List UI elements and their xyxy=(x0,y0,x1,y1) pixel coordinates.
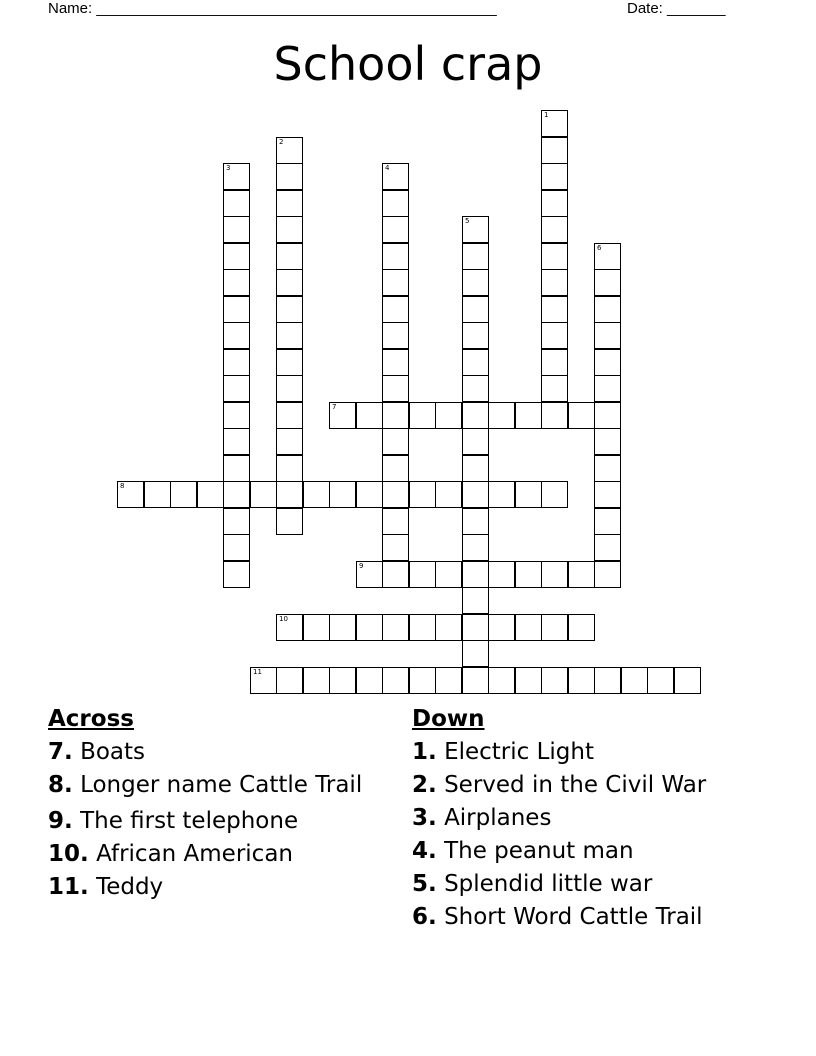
grid-cell[interactable] xyxy=(462,322,489,349)
grid-cell[interactable] xyxy=(462,667,489,694)
grid-cell[interactable] xyxy=(276,455,303,482)
grid-cell[interactable] xyxy=(144,481,171,508)
grid-cell[interactable] xyxy=(382,216,409,243)
grid-cell[interactable] xyxy=(409,614,436,641)
grid-cell[interactable] xyxy=(462,614,489,641)
grid-cell[interactable] xyxy=(541,614,568,641)
clue-number: 5. xyxy=(412,871,437,897)
grid-cell[interactable] xyxy=(435,402,462,429)
grid-cell[interactable] xyxy=(356,481,383,508)
cell-number: 6 xyxy=(597,244,602,252)
down-clues xyxy=(412,703,792,934)
grid-cell[interactable] xyxy=(462,296,489,323)
grid-cell[interactable] xyxy=(568,614,595,641)
grid-cell[interactable] xyxy=(594,375,621,402)
grid-cell[interactable] xyxy=(594,322,621,349)
grid-cell[interactable] xyxy=(276,349,303,376)
grid-cell[interactable] xyxy=(594,481,621,508)
grid-cell[interactable] xyxy=(462,561,489,588)
grid-cell[interactable] xyxy=(223,269,250,296)
grid-cell[interactable] xyxy=(594,455,621,482)
clue-number: 8. xyxy=(48,772,73,798)
clue-text: The first telephone xyxy=(80,808,299,834)
grid-cell[interactable] xyxy=(594,243,621,270)
grid-cell[interactable] xyxy=(541,402,568,429)
clue-text: African American xyxy=(96,841,293,867)
grid-cell[interactable] xyxy=(488,614,515,641)
clue-text: Teddy xyxy=(96,874,164,900)
grid-cell[interactable] xyxy=(382,190,409,217)
clue-down-6 xyxy=(412,901,792,934)
grid-cell[interactable] xyxy=(382,455,409,482)
clue-down-4 xyxy=(412,835,792,868)
grid-cell[interactable] xyxy=(382,481,409,508)
grid-cell[interactable] xyxy=(329,614,356,641)
grid-cell[interactable] xyxy=(515,667,542,694)
grid-cell[interactable] xyxy=(462,269,489,296)
clue-number: 2. xyxy=(412,772,437,798)
grid-cell[interactable] xyxy=(276,428,303,455)
grid-cell[interactable] xyxy=(382,667,409,694)
grid-cell[interactable] xyxy=(382,402,409,429)
grid-cell[interactable] xyxy=(515,402,542,429)
grid-cell[interactable] xyxy=(276,667,303,694)
cell-number: 10 xyxy=(279,615,288,623)
grid-cell[interactable] xyxy=(276,296,303,323)
grid-cell[interactable] xyxy=(462,375,489,402)
clue-text: Short Word Cattle Trail xyxy=(444,904,703,930)
cell-number: 9 xyxy=(359,562,364,570)
grid-cell[interactable] xyxy=(276,243,303,270)
puzzle-title: School crap xyxy=(273,37,543,91)
grid-cell[interactable] xyxy=(541,137,568,164)
grid-cell[interactable] xyxy=(276,163,303,190)
grid-cell[interactable] xyxy=(223,508,250,535)
clue-text: Splendid little war xyxy=(444,871,653,897)
across-heading: Across xyxy=(48,706,134,732)
grid-cell[interactable] xyxy=(223,243,250,270)
grid-cell[interactable] xyxy=(409,402,436,429)
clue-across-8 xyxy=(48,772,368,798)
cell-number: 4 xyxy=(385,164,390,172)
clue-text: Served in the Civil War xyxy=(444,772,707,798)
clue-down-3 xyxy=(412,802,792,835)
grid-cell[interactable] xyxy=(462,428,489,455)
grid-cell[interactable] xyxy=(276,508,303,535)
grid-cell[interactable] xyxy=(541,322,568,349)
clue-across-9 xyxy=(48,805,368,838)
grid-cell[interactable] xyxy=(515,481,542,508)
grid-cell[interactable] xyxy=(568,402,595,429)
clue-number: 3. xyxy=(412,805,437,831)
grid-cell[interactable] xyxy=(382,322,409,349)
clue-across-11 xyxy=(48,871,368,904)
grid-cell[interactable] xyxy=(541,269,568,296)
grid-cell[interactable] xyxy=(223,402,250,429)
grid-cell[interactable] xyxy=(488,402,515,429)
grid-cell[interactable] xyxy=(541,349,568,376)
grid-cell[interactable] xyxy=(594,561,621,588)
grid-cell[interactable] xyxy=(409,481,436,508)
grid-cell[interactable] xyxy=(594,508,621,535)
grid-cell[interactable] xyxy=(276,481,303,508)
grid-cell[interactable] xyxy=(621,667,648,694)
grid-cell[interactable] xyxy=(594,402,621,429)
clue-number: 11. xyxy=(48,874,89,900)
clue-number: 1. xyxy=(412,739,437,765)
cell-number: 7 xyxy=(332,403,337,411)
grid-cell[interactable] xyxy=(594,667,621,694)
grid-cell[interactable] xyxy=(276,402,303,429)
grid-cell[interactable] xyxy=(462,243,489,270)
grid-cell[interactable] xyxy=(223,349,250,376)
grid-cell[interactable] xyxy=(541,667,568,694)
clue-text: Electric Light xyxy=(444,739,595,765)
grid-cell[interactable] xyxy=(541,163,568,190)
grid-cell[interactable] xyxy=(250,667,277,694)
grid-cell[interactable] xyxy=(435,614,462,641)
grid-cell[interactable] xyxy=(594,269,621,296)
grid-cell[interactable] xyxy=(356,402,383,429)
clue-number: 7. xyxy=(48,739,73,765)
grid-cell[interactable] xyxy=(276,614,303,641)
grid-cell[interactable] xyxy=(488,667,515,694)
grid-cell[interactable] xyxy=(488,481,515,508)
grid-cell[interactable] xyxy=(541,375,568,402)
grid-cell[interactable] xyxy=(382,508,409,535)
grid-cell[interactable] xyxy=(382,614,409,641)
grid-cell[interactable] xyxy=(594,534,621,561)
clue-text: Boats xyxy=(80,739,146,765)
name-field[interactable]: Name: ________________________________________________ xyxy=(48,0,497,17)
grid-cell[interactable] xyxy=(356,614,383,641)
grid-cell[interactable] xyxy=(435,481,462,508)
across-clues xyxy=(48,703,368,904)
cell-number: 3 xyxy=(226,164,231,172)
grid-cell[interactable] xyxy=(303,614,330,641)
grid-cell[interactable] xyxy=(568,667,595,694)
grid-cell[interactable] xyxy=(276,375,303,402)
grid-cell[interactable] xyxy=(382,349,409,376)
grid-cell[interactable] xyxy=(223,322,250,349)
clue-down-1 xyxy=(412,736,792,769)
grid-cell[interactable] xyxy=(356,667,383,694)
grid-cell[interactable] xyxy=(462,349,489,376)
grid-cell[interactable] xyxy=(329,667,356,694)
grid-cell[interactable] xyxy=(223,481,250,508)
clue-number: 4. xyxy=(412,838,437,864)
grid-cell[interactable] xyxy=(276,322,303,349)
grid-cell[interactable] xyxy=(435,667,462,694)
clue-number: 10. xyxy=(48,841,89,867)
grid-cell[interactable] xyxy=(541,296,568,323)
grid-cell[interactable] xyxy=(435,561,462,588)
grid-cell[interactable] xyxy=(276,190,303,217)
cell-number: 2 xyxy=(279,138,284,146)
grid-cell[interactable] xyxy=(462,455,489,482)
grid-cell[interactable] xyxy=(382,561,409,588)
grid-cell[interactable] xyxy=(382,534,409,561)
grid-cell[interactable] xyxy=(515,614,542,641)
grid-cell[interactable] xyxy=(541,216,568,243)
grid-cell[interactable] xyxy=(223,561,250,588)
grid-cell[interactable] xyxy=(594,349,621,376)
clue-down-5 xyxy=(412,868,792,901)
grid-cell[interactable] xyxy=(223,296,250,323)
clue-across-10 xyxy=(48,838,368,871)
grid-cell[interactable] xyxy=(223,163,250,190)
grid-cell[interactable] xyxy=(541,561,568,588)
grid-cell[interactable] xyxy=(197,481,224,508)
grid-cell[interactable] xyxy=(541,190,568,217)
grid-cell[interactable] xyxy=(356,561,383,588)
grid-cell[interactable] xyxy=(382,243,409,270)
grid-cell[interactable] xyxy=(276,137,303,164)
cell-number: 5 xyxy=(465,217,470,225)
grid-cell[interactable] xyxy=(382,296,409,323)
date-field[interactable]: Date: _______ xyxy=(627,0,726,17)
clue-number: 9. xyxy=(48,808,73,834)
grid-cell[interactable] xyxy=(382,428,409,455)
clue-text: The peanut man xyxy=(444,838,634,864)
grid-cell[interactable] xyxy=(303,667,330,694)
grid-cell[interactable] xyxy=(409,561,436,588)
clue-text: Airplanes xyxy=(444,805,552,831)
grid-cell[interactable] xyxy=(276,269,303,296)
grid-cell[interactable] xyxy=(462,402,489,429)
grid-cell[interactable] xyxy=(117,481,144,508)
grid-cell[interactable] xyxy=(541,110,568,137)
grid-cell[interactable] xyxy=(541,243,568,270)
grid-cell[interactable] xyxy=(462,640,489,667)
clue-number: 6. xyxy=(412,904,437,930)
grid-cell[interactable] xyxy=(462,216,489,243)
cell-number: 11 xyxy=(253,668,262,676)
clue-across-7 xyxy=(48,736,368,769)
clue-text: Longer name Cattle Trail xyxy=(80,772,363,798)
grid-cell[interactable] xyxy=(674,667,701,694)
clue-down-2 xyxy=(412,769,792,802)
grid-cell[interactable] xyxy=(594,296,621,323)
grid-cell[interactable] xyxy=(276,216,303,243)
grid-cell[interactable] xyxy=(515,561,542,588)
grid-cell[interactable] xyxy=(382,269,409,296)
grid-cell[interactable] xyxy=(223,534,250,561)
grid-cell[interactable] xyxy=(462,508,489,535)
grid-cell[interactable] xyxy=(250,481,277,508)
grid-cell[interactable] xyxy=(488,561,515,588)
grid-cell[interactable] xyxy=(382,163,409,190)
grid-cell[interactable] xyxy=(223,455,250,482)
grid-cell[interactable] xyxy=(329,402,356,429)
cell-number: 8 xyxy=(120,482,125,490)
grid-cell[interactable] xyxy=(647,667,674,694)
grid-cell[interactable] xyxy=(568,561,595,588)
grid-cell[interactable] xyxy=(223,375,250,402)
grid-cell[interactable] xyxy=(594,428,621,455)
grid-cell[interactable] xyxy=(382,375,409,402)
cell-number: 1 xyxy=(544,111,549,119)
grid-cell[interactable] xyxy=(303,481,330,508)
grid-cell[interactable] xyxy=(462,534,489,561)
grid-cell[interactable] xyxy=(223,216,250,243)
down-heading: Down xyxy=(412,706,485,732)
grid-cell[interactable] xyxy=(462,481,489,508)
grid-cell[interactable] xyxy=(223,428,250,455)
grid-cell[interactable] xyxy=(329,481,356,508)
grid-cell[interactable] xyxy=(170,481,197,508)
grid-cell[interactable] xyxy=(409,667,436,694)
grid-cell[interactable] xyxy=(462,587,489,614)
grid-cell[interactable] xyxy=(223,190,250,217)
grid-cell[interactable] xyxy=(541,481,568,508)
